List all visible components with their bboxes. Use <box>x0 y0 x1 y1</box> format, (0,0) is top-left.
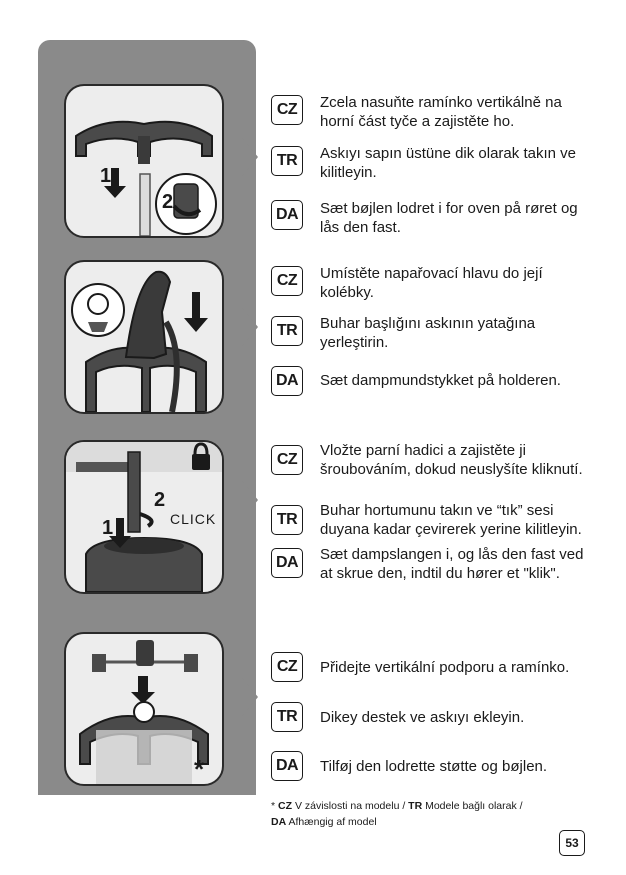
footnote-cz-code: CZ <box>278 800 293 812</box>
lang-badge-cz: CZ <box>271 445 303 475</box>
footnote-tr-code: TR <box>408 800 423 812</box>
step-1-pointer <box>240 135 258 179</box>
step-4-text-da: Tilføj den lodrette støtte og bøjlen. <box>320 758 548 775</box>
step-3-text-tr: Buhar hortumunu takın ve “tık” sesi duyana kadar çevirerek yerine kilitleyin. <box>320 502 582 538</box>
lang-badge-tr: TR <box>271 316 303 346</box>
step-2-text-da: Sæt dampmundstykket på holderen. <box>320 372 561 389</box>
page-number: 53 <box>559 830 585 856</box>
footnote-da-text: Afhængig af model <box>288 816 377 828</box>
step-1-text-da: Sæt bøjlen lodret i for oven på røret og lås den fast. <box>320 200 578 236</box>
step-1-text-tr: Askıyı sapın üstüne dik olarak takın ve kilitleyin. <box>320 145 576 181</box>
step-2-text-tr: Buhar başlığını askının yatağına yerleştirin. <box>320 315 536 351</box>
lang-badge-da: DA <box>271 366 303 396</box>
lang-badge-cz: CZ <box>271 95 303 125</box>
step-1-text-cz: Zcela nasuňte ramínko vertikálně na horní část tyče a zajistěte ho. <box>320 94 562 130</box>
footnote-asterisk: * <box>271 800 276 812</box>
lang-badge-da: DA <box>271 548 303 578</box>
step-2-pointer <box>240 305 258 349</box>
step-3-label-2: 2 <box>154 489 166 511</box>
lang-badge-cz: CZ <box>271 652 303 682</box>
step-3-text-cz: Vložte parní hadici a zajistěte ji šroubováním, dokud neuslyšíte kliknutí. <box>320 442 583 478</box>
lang-badge-da: DA <box>271 751 303 781</box>
lang-badge-da: DA <box>271 200 303 230</box>
footnote-cz-text: V závislosti na modelu / <box>294 800 406 812</box>
model-footnote <box>271 798 571 830</box>
step-4-illustration <box>64 632 224 786</box>
step-4-pointer <box>240 675 258 719</box>
step-3-label-1: 1 <box>102 517 114 539</box>
step-3-illustration <box>64 440 224 594</box>
lang-badge-tr: TR <box>271 702 303 732</box>
step-3-text-da: Sæt dampslangen i, og lås den fast ved at skrue den, indtil du hører et "klik". <box>320 546 584 582</box>
step-1-label-1: 1 <box>100 165 112 187</box>
step-2-illustration <box>64 260 224 414</box>
step-1-illustration <box>64 84 224 238</box>
lang-badge-tr: TR <box>271 505 303 535</box>
step-4-text-cz: Přidejte vertikální podporu a ramínko. <box>320 659 570 676</box>
footnote-tr-text: Modele bağlı olarak / <box>425 800 523 812</box>
step-1-label-2: 2 <box>162 191 174 213</box>
step-3-pointer <box>240 478 258 522</box>
step-2-text-cz: Umístěte napařovací hlavu do její kolébky. <box>320 265 543 301</box>
lang-badge-cz: CZ <box>271 266 303 296</box>
step-3-click-label: CLICK <box>170 511 217 527</box>
footnote-da-code: DA <box>271 816 287 828</box>
lang-badge-tr: TR <box>271 146 303 176</box>
step-4-text-tr: Dikey destek ve askıyı ekleyin. <box>320 709 525 726</box>
step-4-asterisk: * <box>194 754 205 784</box>
